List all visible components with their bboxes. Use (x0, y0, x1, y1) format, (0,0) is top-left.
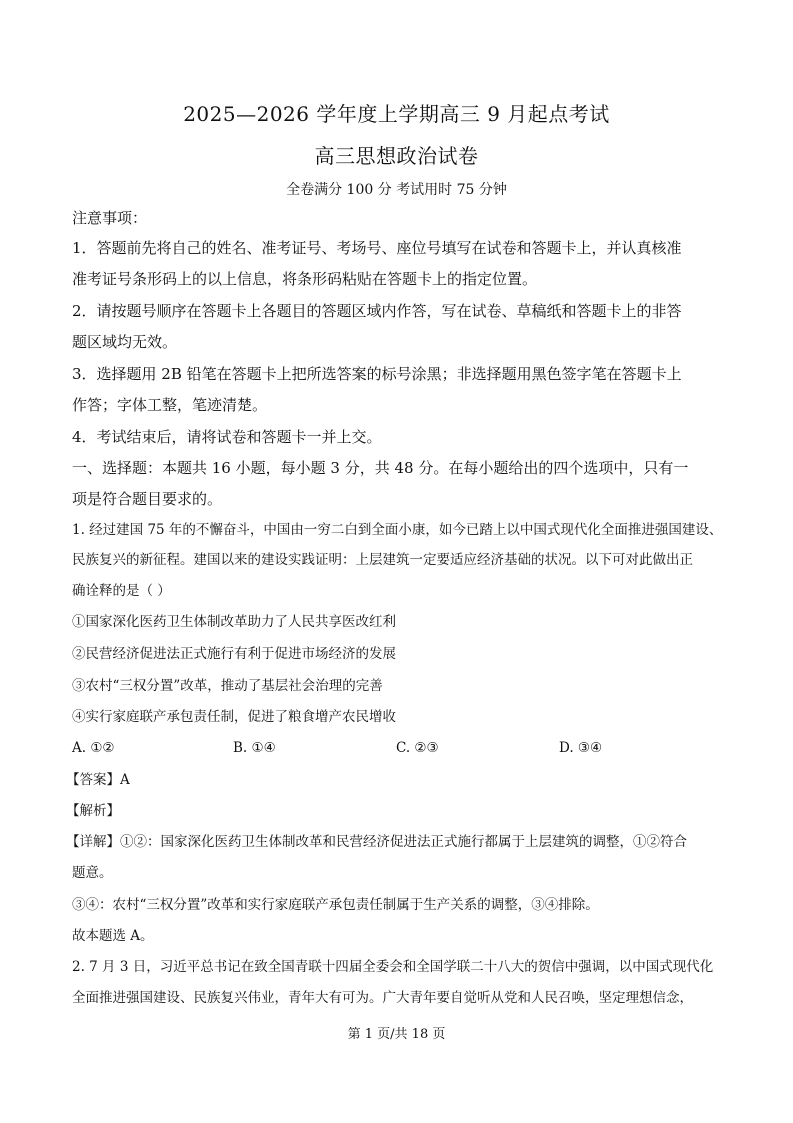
notice-line: 题区域均无效。 (72, 333, 178, 351)
q1-option-d: D. ③④ (559, 740, 603, 756)
notice-line: 3．选择题用 2B 铅笔在答题卡上把所选答案的标号涂黑；非选择题用黑色签字笔在答题卡上 (72, 365, 682, 383)
q1-option-b: B. ①④ (233, 740, 276, 756)
q1-analysis-label: 【解析】 (66, 803, 120, 819)
q1-statement: ①国家深化医药卫生体制改革助力了人民共享医改红利 (72, 614, 396, 630)
q2-stem: 2. 7 月 3 日，习近平总书记在致全国青联十四届全委会和全国学联二十八大的贺信中强调，以中国式现代化 (72, 959, 714, 975)
q1-detail: 故本题选 A。 (72, 928, 154, 944)
exam-score-time: 全卷满分 100 分 考试用时 75 分钟 (286, 182, 507, 198)
page-number: 第 1 页/共 18 页 (347, 1027, 446, 1042)
section-heading: 一、选择题：本题共 16 小题，每小题 3 分，共 48 分。在每小题给出的四个选项中，只有一 (72, 459, 689, 477)
q1-option-c: C. ②③ (396, 740, 439, 756)
q1-stem: 民族复兴的新征程。建国以来的建设实践证明：上层建筑一定要适应经济基础的状况。以下可对此做出正 (72, 552, 693, 568)
section-heading-cont: 项是符合题目要求的。 (72, 490, 223, 508)
exam-title: 2025—2026 学年度上学期高三 9 月起点考试 (183, 102, 610, 126)
q1-detail: 题意。 (72, 865, 113, 881)
q1-statement: ④实行家庭联产承包责任制，促进了粮食增产农民增收 (72, 709, 396, 725)
notice-line: 作答；字体工整，笔迹清楚。 (72, 396, 268, 414)
notice-line: 准考证号条形码上的以上信息，将条形码粘贴在答题卡上的指定位置。 (72, 270, 538, 288)
q1-answer: 【答案】A (66, 772, 130, 788)
q1-stem: 确诠释的是（ ） (72, 583, 171, 599)
q1-detail: ③④：农村“三权分置”改革和实行家庭联产承包责任制属于生产关系的调整，③④排除。 (72, 897, 599, 913)
q1-stem: 1. 经过建国 75 年的不懈奋斗，中国由一穷二白到全面小康，如今已踏上以中国式现代化全面推进强国建设、 (72, 522, 723, 538)
exam-subject-title: 高三思想政治试卷 (314, 144, 479, 168)
q1-option-a: A. ①② (72, 740, 115, 756)
q1-detail: 【详解】①②：国家深化医药卫生体制改革和民营经济促进法正式施行都属于上层建筑的调整，①②符合 (66, 834, 687, 850)
notice-heading: 注意事项： (72, 209, 148, 227)
notice-line: 2．请按题号顺序在答题卡上各题目的答题区域内作答，写在试卷、草稿纸和答题卡上的非答 (72, 302, 682, 320)
q1-statement: ②民营经济促进法正式施行有利于促进市场经济的发展 (72, 646, 396, 662)
q2-stem: 全面推进强国建设、民族复兴伟业，青年大有可为。广大青年要自觉听从党和人民召唤，坚定理想信念， (72, 990, 693, 1006)
notice-line: 1．答题前先将自己的姓名、准考证号、考场号、座位号填写在试卷和答题卡上，并认真核准 (72, 239, 682, 257)
notice-line: 4．考试结束后，请将试卷和答题卡一并上交。 (72, 428, 382, 446)
q1-statement: ③农村“三权分置”改革，推动了基层社会治理的完善 (72, 678, 383, 694)
